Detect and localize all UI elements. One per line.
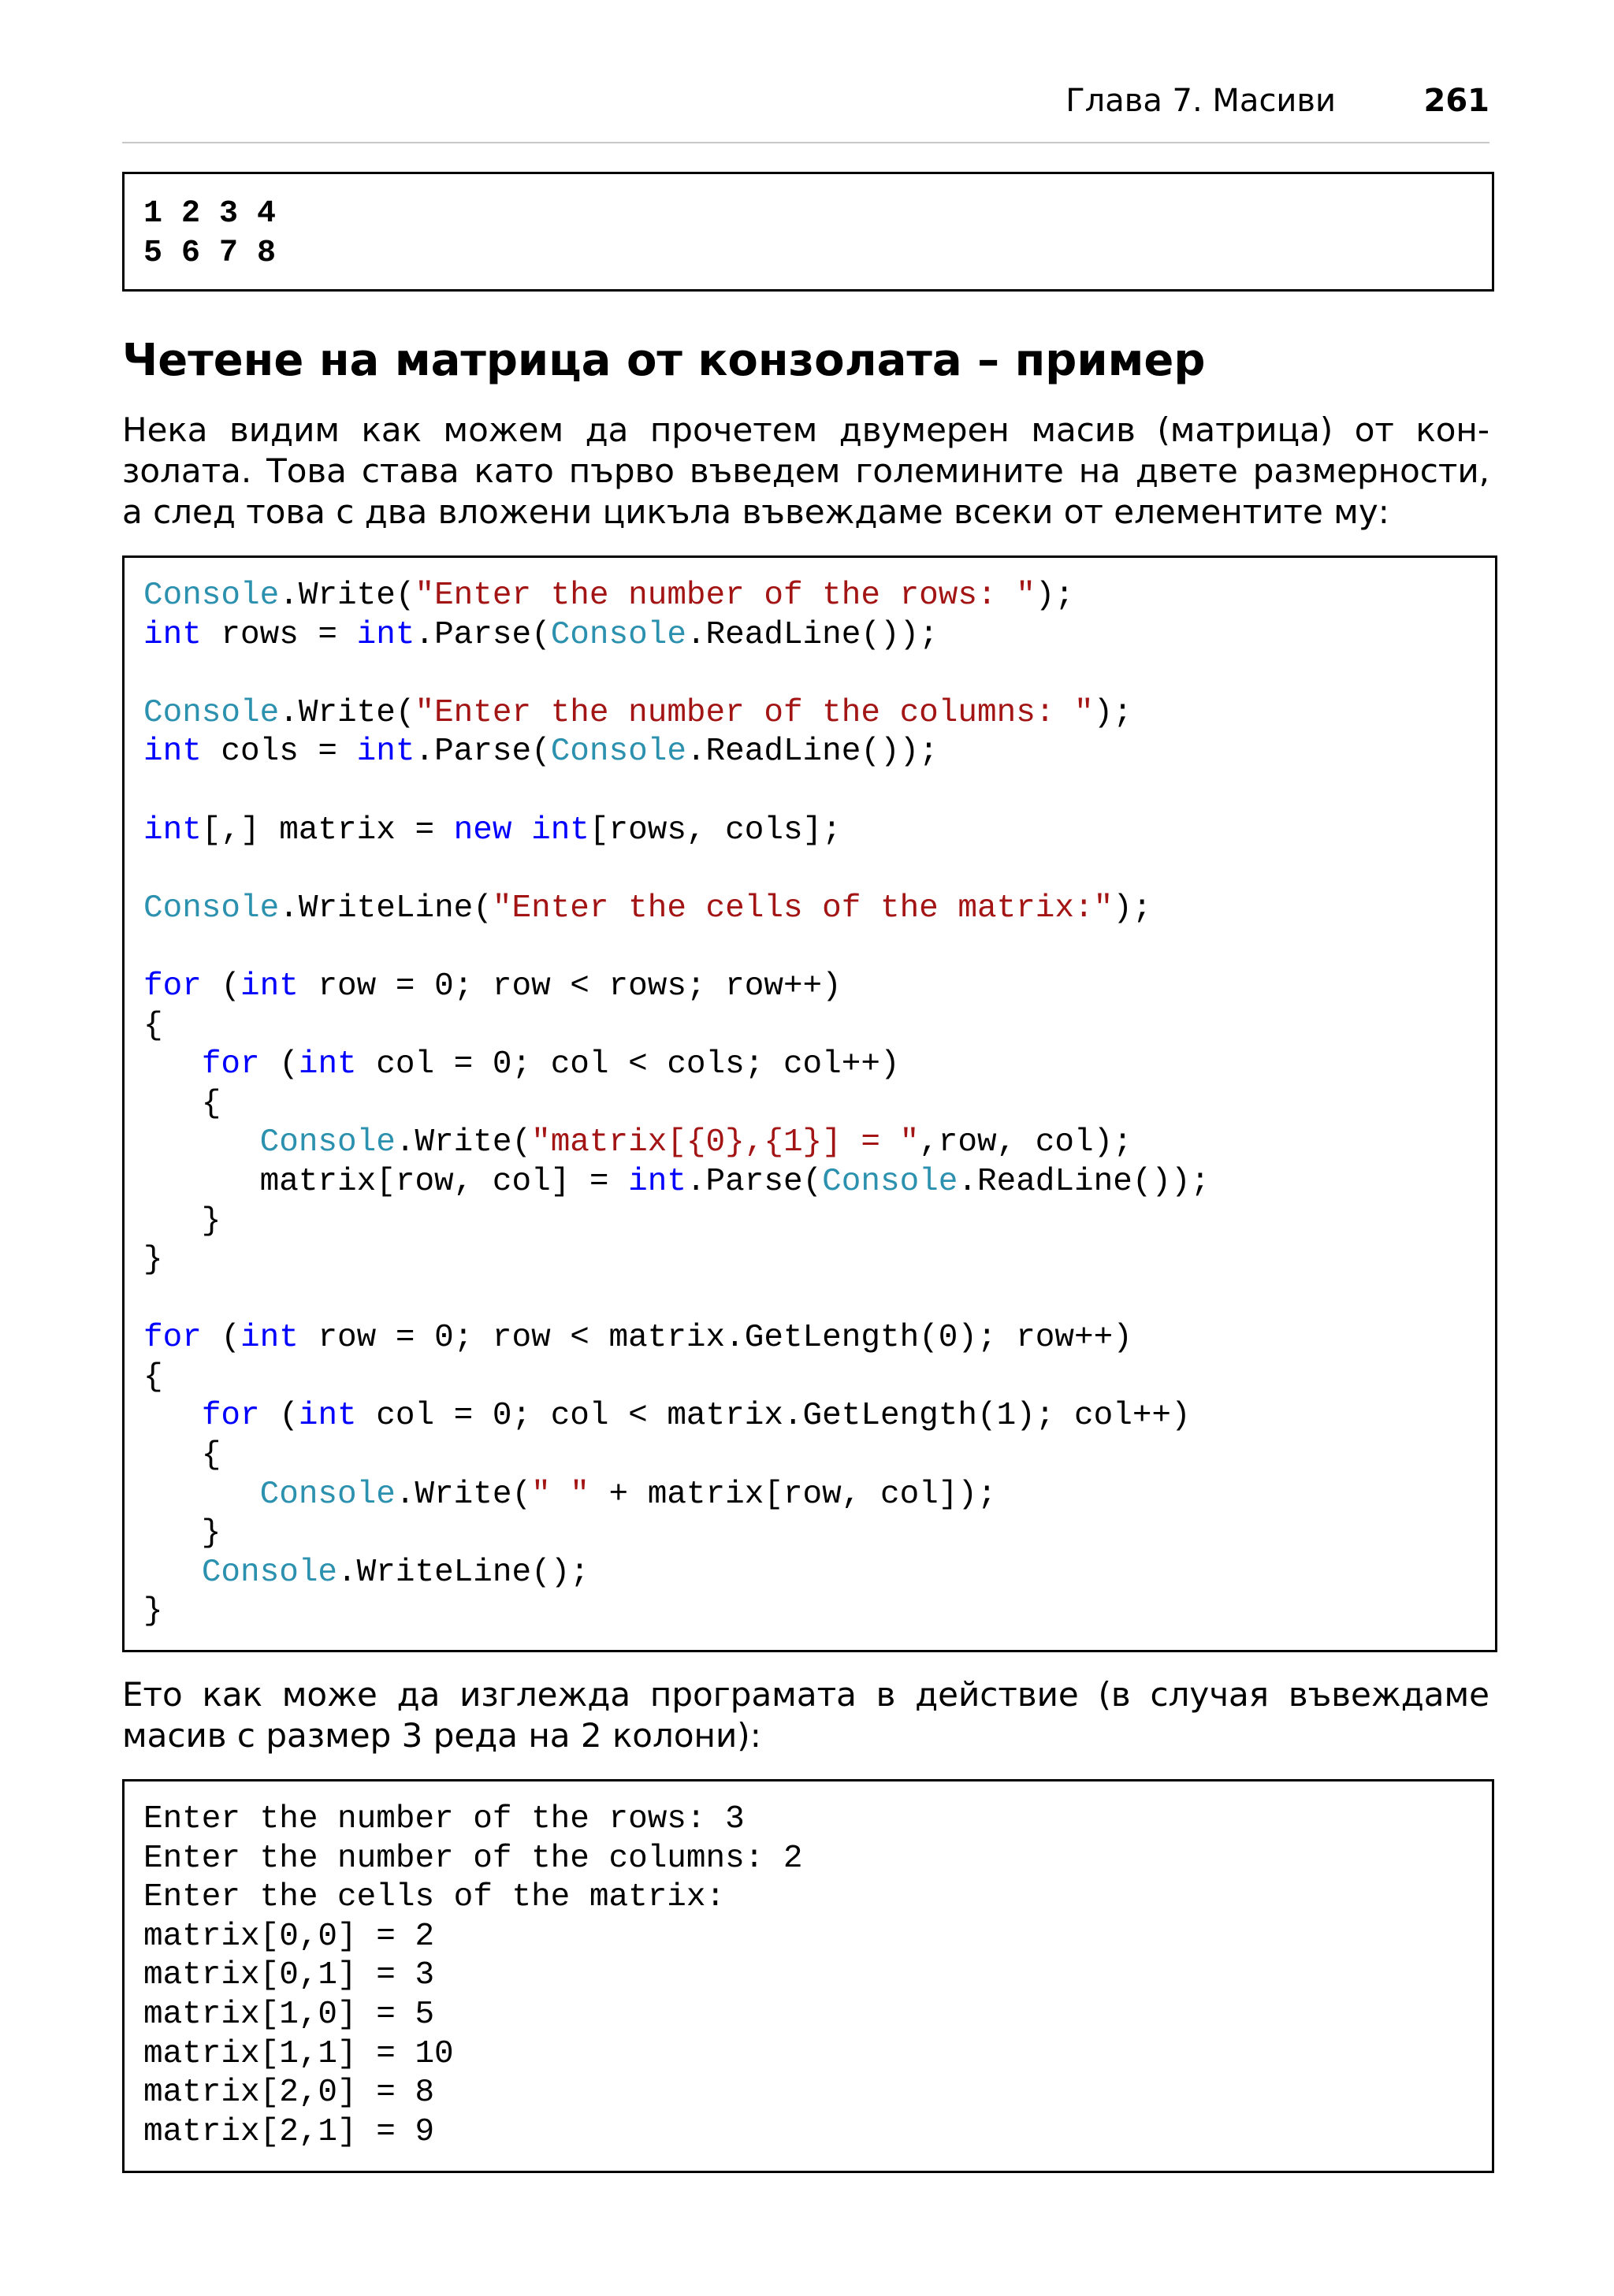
code-text: .WriteLine(); (337, 1554, 589, 1591)
code-text: .ReadLine()); (686, 734, 939, 771)
code-text: rows = (201, 616, 357, 653)
code-text (143, 1046, 202, 1083)
output-block-top (143, 195, 276, 273)
code-line (143, 928, 1210, 968)
intro-paragraph (122, 410, 1489, 533)
code-keyword: for (143, 1320, 202, 1357)
output-line: Enter the number of the columns: 2 (143, 1840, 803, 1877)
code-text: .Write( (395, 1124, 532, 1161)
code-text: [rows, cols]; (589, 812, 842, 849)
output-box-bottom (122, 1779, 1494, 2173)
code-line (143, 733, 1210, 772)
output-line: Enter the cells of the matrix: (143, 1879, 726, 1916)
code-type: Console (201, 1554, 338, 1591)
code-text: .Parse( (415, 616, 551, 653)
code-text: } (143, 1515, 221, 1552)
output-line: matrix[2,1] = 9 (143, 2113, 435, 2150)
code-text: ( (201, 1320, 241, 1357)
paragraph-line: Ето как може да изглежда програмата в действие (в случая въвеждаме (122, 1675, 1489, 1714)
code-text: } (143, 1593, 163, 1630)
output-line: matrix[0,1] = 3 (143, 1957, 435, 1994)
page-number: 261 (1423, 83, 1489, 119)
code-type: Console (143, 890, 280, 927)
code-line (143, 1007, 1210, 1046)
code-text: ); (1035, 578, 1075, 614)
code-text: + matrix[row, col]); (589, 1476, 997, 1513)
code-line (143, 694, 1210, 734)
paragraph-line: золата. Това става като първо въведем големините на двете размерности, (122, 451, 1489, 490)
code-keyword: int (298, 1398, 357, 1435)
code-text: .Write( (279, 694, 415, 731)
output-line: matrix[1,1] = 10 (143, 2035, 454, 2072)
code-keyword: int (143, 812, 202, 849)
code-line (143, 1554, 1210, 1593)
code-text: ( (259, 1398, 299, 1435)
paragraph-line: Нека видим как можем да прочетем двумерен масив (матрица) от кон- (122, 411, 1489, 449)
code-keyword: int (356, 616, 415, 653)
code-text: ); (1113, 890, 1152, 927)
code-line (143, 1046, 1210, 1085)
code-text: matrix[row, col] = (143, 1163, 629, 1200)
code-type: Console (550, 734, 686, 771)
code-line (143, 1085, 1210, 1124)
code-text: { (143, 1085, 221, 1122)
code-text (143, 1398, 202, 1434)
code-text: ( (259, 1046, 299, 1083)
code-type: Console (259, 1476, 396, 1513)
code-keyword: int (531, 812, 589, 849)
output-line: matrix[2,0] = 8 (143, 2075, 435, 2112)
output-line: Enter the number of the rows: 3 (143, 1801, 745, 1837)
output-line: matrix[0,0] = 2 (143, 1918, 435, 1955)
code-text: ( (201, 968, 241, 1005)
code-text (511, 812, 531, 849)
code-line (143, 890, 1210, 929)
code-keyword: int (143, 616, 202, 653)
code-line (143, 1241, 1210, 1280)
code-block (143, 577, 1210, 1632)
output-block-bottom (143, 1800, 803, 2152)
code-keyword: int (240, 1320, 299, 1357)
code-line (143, 577, 1210, 616)
demo-paragraph (122, 1674, 1489, 1756)
code-text: .Write( (395, 1476, 532, 1513)
code-text: row = 0; row < rows; row++) (298, 968, 842, 1005)
code-keyword: for (201, 1398, 260, 1435)
code-type: Console (259, 1124, 396, 1161)
code-type: Console (550, 616, 686, 653)
code-text: row = 0; row < matrix.GetLength(0); row++) (298, 1320, 1132, 1357)
chapter-title: Глава 7. Масиви (1065, 83, 1336, 119)
code-text (143, 1477, 260, 1513)
code-type: Console (143, 578, 280, 614)
code-keyword: int (143, 734, 202, 771)
code-line (143, 655, 1210, 694)
code-text: .Parse( (415, 734, 551, 771)
code-keyword: int (628, 1163, 686, 1200)
code-text: col = 0; col < cols; col++) (356, 1046, 900, 1083)
code-text: ); (1093, 694, 1132, 731)
code-text: .ReadLine()); (686, 616, 939, 653)
code-text: ,row, col); (919, 1124, 1132, 1161)
paragraph-line: масив с размер 3 реда на 2 колони): (122, 1716, 761, 1755)
paragraph-line: а след това с два вложени цикъла въвеждаме всеки от елементите му: (122, 492, 1389, 531)
output-line: 1 2 3 4 (143, 196, 277, 232)
code-line (143, 1319, 1210, 1358)
code-text: .WriteLine( (279, 890, 493, 927)
code-line (143, 1358, 1210, 1398)
code-string: "Enter the number of the rows: " (415, 578, 1036, 614)
code-line (143, 812, 1210, 851)
code-text: { (143, 1007, 163, 1044)
code-text: .Write( (279, 578, 415, 614)
code-text: } (143, 1242, 163, 1279)
code-keyword: for (143, 968, 202, 1005)
code-line (143, 1280, 1210, 1320)
code-text: { (143, 1437, 221, 1474)
code-line (143, 850, 1210, 890)
code-text: .ReadLine()); (958, 1163, 1210, 1200)
code-keyword: int (240, 968, 299, 1005)
code-text (143, 1124, 260, 1161)
code-text: { (143, 1358, 163, 1395)
code-line (143, 1436, 1210, 1476)
code-keyword: int (356, 734, 415, 771)
output-line: 5 6 7 8 (143, 236, 277, 271)
code-string: " " (531, 1476, 589, 1513)
code-line (143, 1163, 1210, 1202)
code-line (143, 616, 1210, 656)
page-header (122, 79, 1489, 143)
code-keyword: int (298, 1046, 357, 1083)
code-line (143, 968, 1210, 1007)
code-line (143, 1202, 1210, 1242)
code-line (143, 1592, 1210, 1632)
code-line (143, 1476, 1210, 1515)
code-type: Console (143, 694, 280, 731)
code-box (122, 555, 1497, 1652)
code-keyword: new (453, 812, 512, 849)
code-string: "matrix[{0},{1}] = " (531, 1124, 920, 1161)
output-box-top (122, 172, 1494, 292)
section-heading: Четене на матрица от конзолата – пример (122, 335, 1206, 386)
code-string: "Enter the cells of the matrix:" (492, 890, 1114, 927)
code-text (143, 1555, 202, 1591)
code-string: "Enter the number of the columns: " (415, 694, 1094, 731)
code-text: } (143, 1202, 221, 1239)
code-line (143, 1397, 1210, 1436)
code-keyword: for (201, 1046, 260, 1083)
output-line: matrix[1,0] = 5 (143, 1996, 435, 2033)
code-text: [,] matrix = (201, 812, 454, 849)
code-line (143, 772, 1210, 812)
code-text: .Parse( (686, 1163, 823, 1200)
code-text: col = 0; col < matrix.GetLength(1); col++) (356, 1398, 1191, 1435)
code-text: cols = (201, 734, 357, 771)
code-type: Console (822, 1163, 958, 1200)
code-line (143, 1124, 1210, 1163)
code-line (143, 1514, 1210, 1554)
